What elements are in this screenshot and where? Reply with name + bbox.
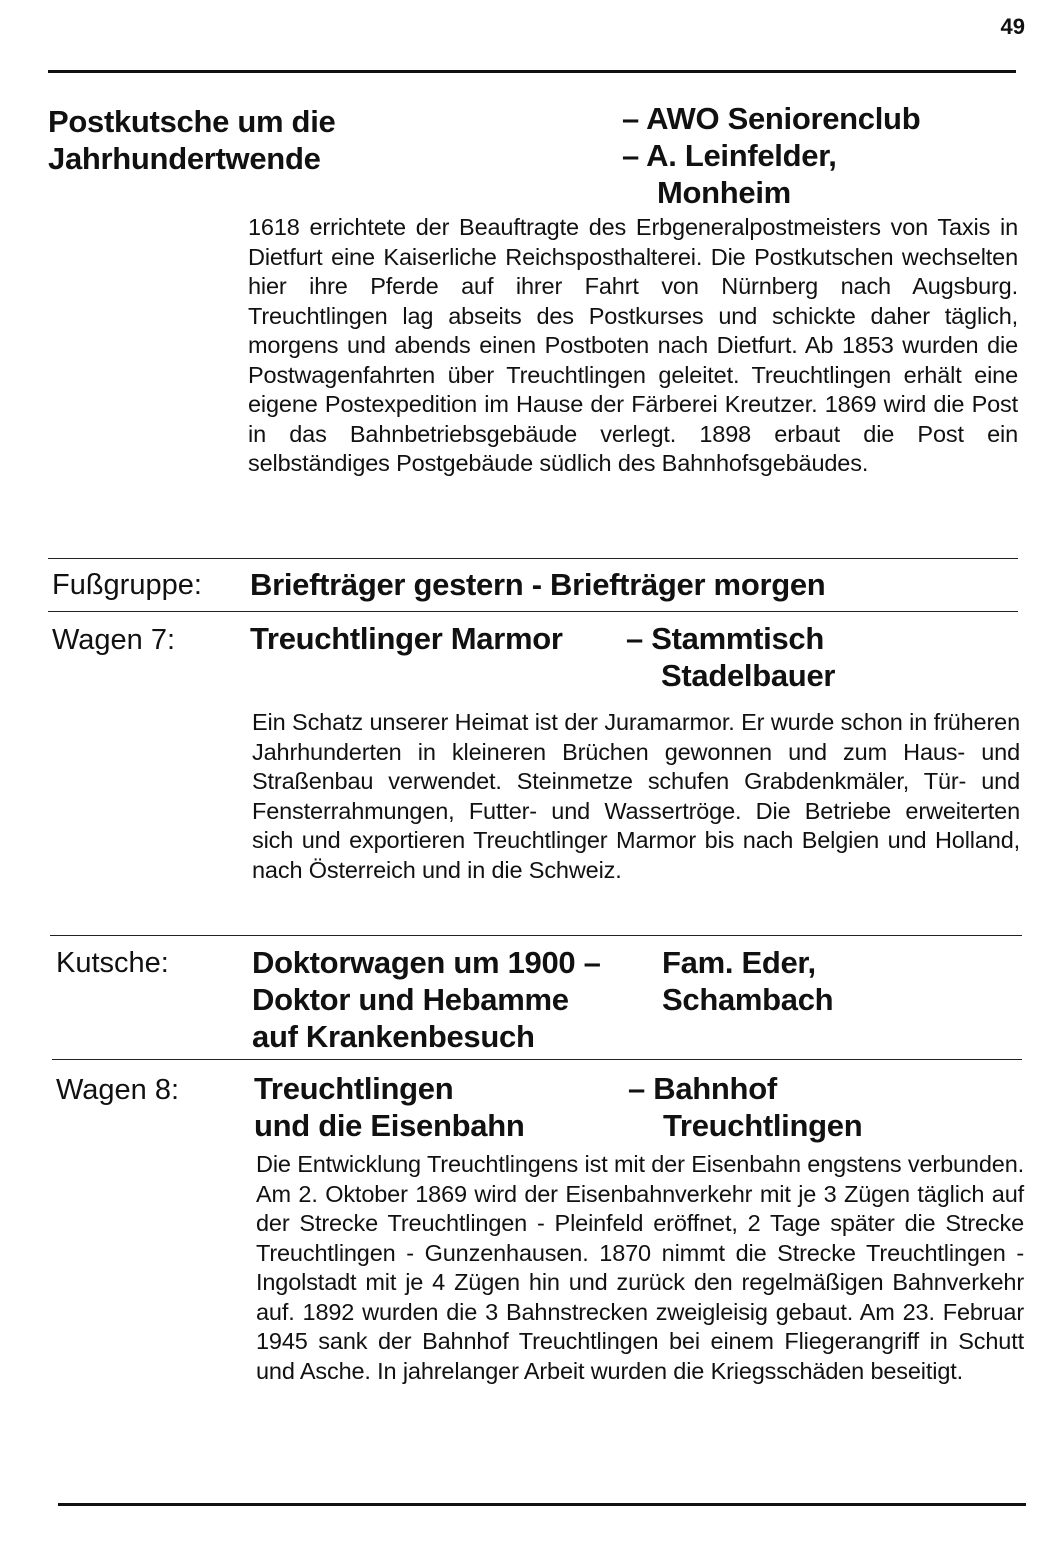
section4-title-line2: Doktor und Hebamme <box>252 982 569 1017</box>
section1-org-line3: Monheim <box>657 175 791 210</box>
section5-title-line1: Treuchtlingen <box>254 1071 454 1106</box>
section2-label: Fußgruppe: <box>52 569 202 601</box>
section5-title-line2: und die Eisenbahn <box>254 1108 525 1143</box>
section-divider <box>48 611 1018 612</box>
section4-title-line3: auf Krankenbesuch <box>252 1019 535 1054</box>
section1-title <box>48 103 335 177</box>
top-rule <box>48 70 1016 73</box>
section4-title <box>252 944 601 1055</box>
section1-org <box>622 100 920 211</box>
section4-label: Kutsche: <box>56 947 169 979</box>
section1-title-line1: Postkutsche um die <box>48 104 336 139</box>
section4-org-line2: Schambach <box>662 982 834 1017</box>
section3-org-line1: – Stammtisch <box>626 621 824 656</box>
section5-title <box>254 1070 524 1144</box>
section5-org-line1: – Bahnhof <box>628 1071 777 1106</box>
section5-body: Die Entwicklung Treuchtlingens ist mit der Eisenbahn engstens verbunden. Am 2. Oktober 1869 wird der Eisenbahnverkehr mit je 3 Zügen täglich auf der Strecke Treuchtlingen - Pleinfeld eröffnet, 2 Tage später die Strecke Treuchtlingen - Gunzenhausen. 1870 nimmt die Strecke Treuchtlingen - Ingolstadt mit je 4 Zügen hin und zurück den regelmäßigen Bahnverkehr auf. 1892 wurden die 3 Bahnstrecken zweigleisig gebaut. Am 23. Februar 1945 sank der Bahnhof Treuchtlingen bei einem Fliegerangriff in Schutt und Asche. In jahrelanger Arbeit wurden die Kriegsschäden beseitigt. <box>256 1151 1024 1384</box>
section1-title-line2: Jahrhundertwende <box>48 141 321 176</box>
section3-title: Treuchtlinger Marmor <box>250 621 563 656</box>
section-divider <box>50 935 1022 936</box>
section-divider <box>48 558 1018 559</box>
section3-org <box>626 620 835 694</box>
section5-org <box>628 1070 862 1144</box>
bottom-rule <box>58 1503 1026 1506</box>
section5-label: Wagen 8: <box>56 1074 180 1106</box>
section4-title-line1: Doktorwagen um 1900 – <box>252 945 601 980</box>
section1-org-line1: – AWO Seniorenclub <box>622 101 921 136</box>
section3-label: Wagen 7: <box>52 624 176 656</box>
section4-org-line1: Fam. Eder, <box>662 945 816 980</box>
section3-body: Ein Schatz unserer Heimat ist der Juramarmor. Er wurde schon in früheren Jahrhunderten in kleineren Brüchen gewonnen und zum Haus- und Straßenbau verwendet. Steinmetze schufen Grabdenkmäler, Tür- und Fensterrahmungen, Futter- und Wassertröge. Die Betriebe erweiterten sich und exportieren Treuchtlinger Marmor bis nach Belgien und Holland, nach Österreich und in die Schweiz. <box>252 709 1020 883</box>
section4-org <box>662 944 833 1018</box>
section1-org-line2: – A. Leinfelder, <box>622 138 837 173</box>
section1-body: 1618 errichtete der Beauftragte des Erbgeneralpostmeisters von Taxis in Dietfurt eine Kaiserliche Reichsposthalterei. Die Postkutschen wechselten hier ihre Pferde auf ihrer Fahrt von Nürnberg nach Augsburg. Treuchtlingen lag abseits des Postkurses und schickte daher täglich, morgens und abends einen Postboten nach Dietfurt. Ab 1853 wurden die Postwagenfahrten über Treuchtlingen geleitet. Treuchtlingen erhält eine eigene Postexpedition im Hause der Färberei Kreutzer. 1869 wird die Post in das Bahnbetriebsgebäude verlegt. 1898 erbaut die Post ein selbständiges Postgebäude südlich des Bahnhofsgebäudes. <box>248 214 1018 476</box>
section5-org-line2: Treuchtlingen <box>663 1108 863 1143</box>
section3-org-line2: Stadelbauer <box>661 658 836 693</box>
section-divider <box>52 1059 1022 1060</box>
section2-title: Briefträger gestern - Briefträger morgen <box>250 567 826 602</box>
page-number: 49 <box>1000 14 1025 39</box>
